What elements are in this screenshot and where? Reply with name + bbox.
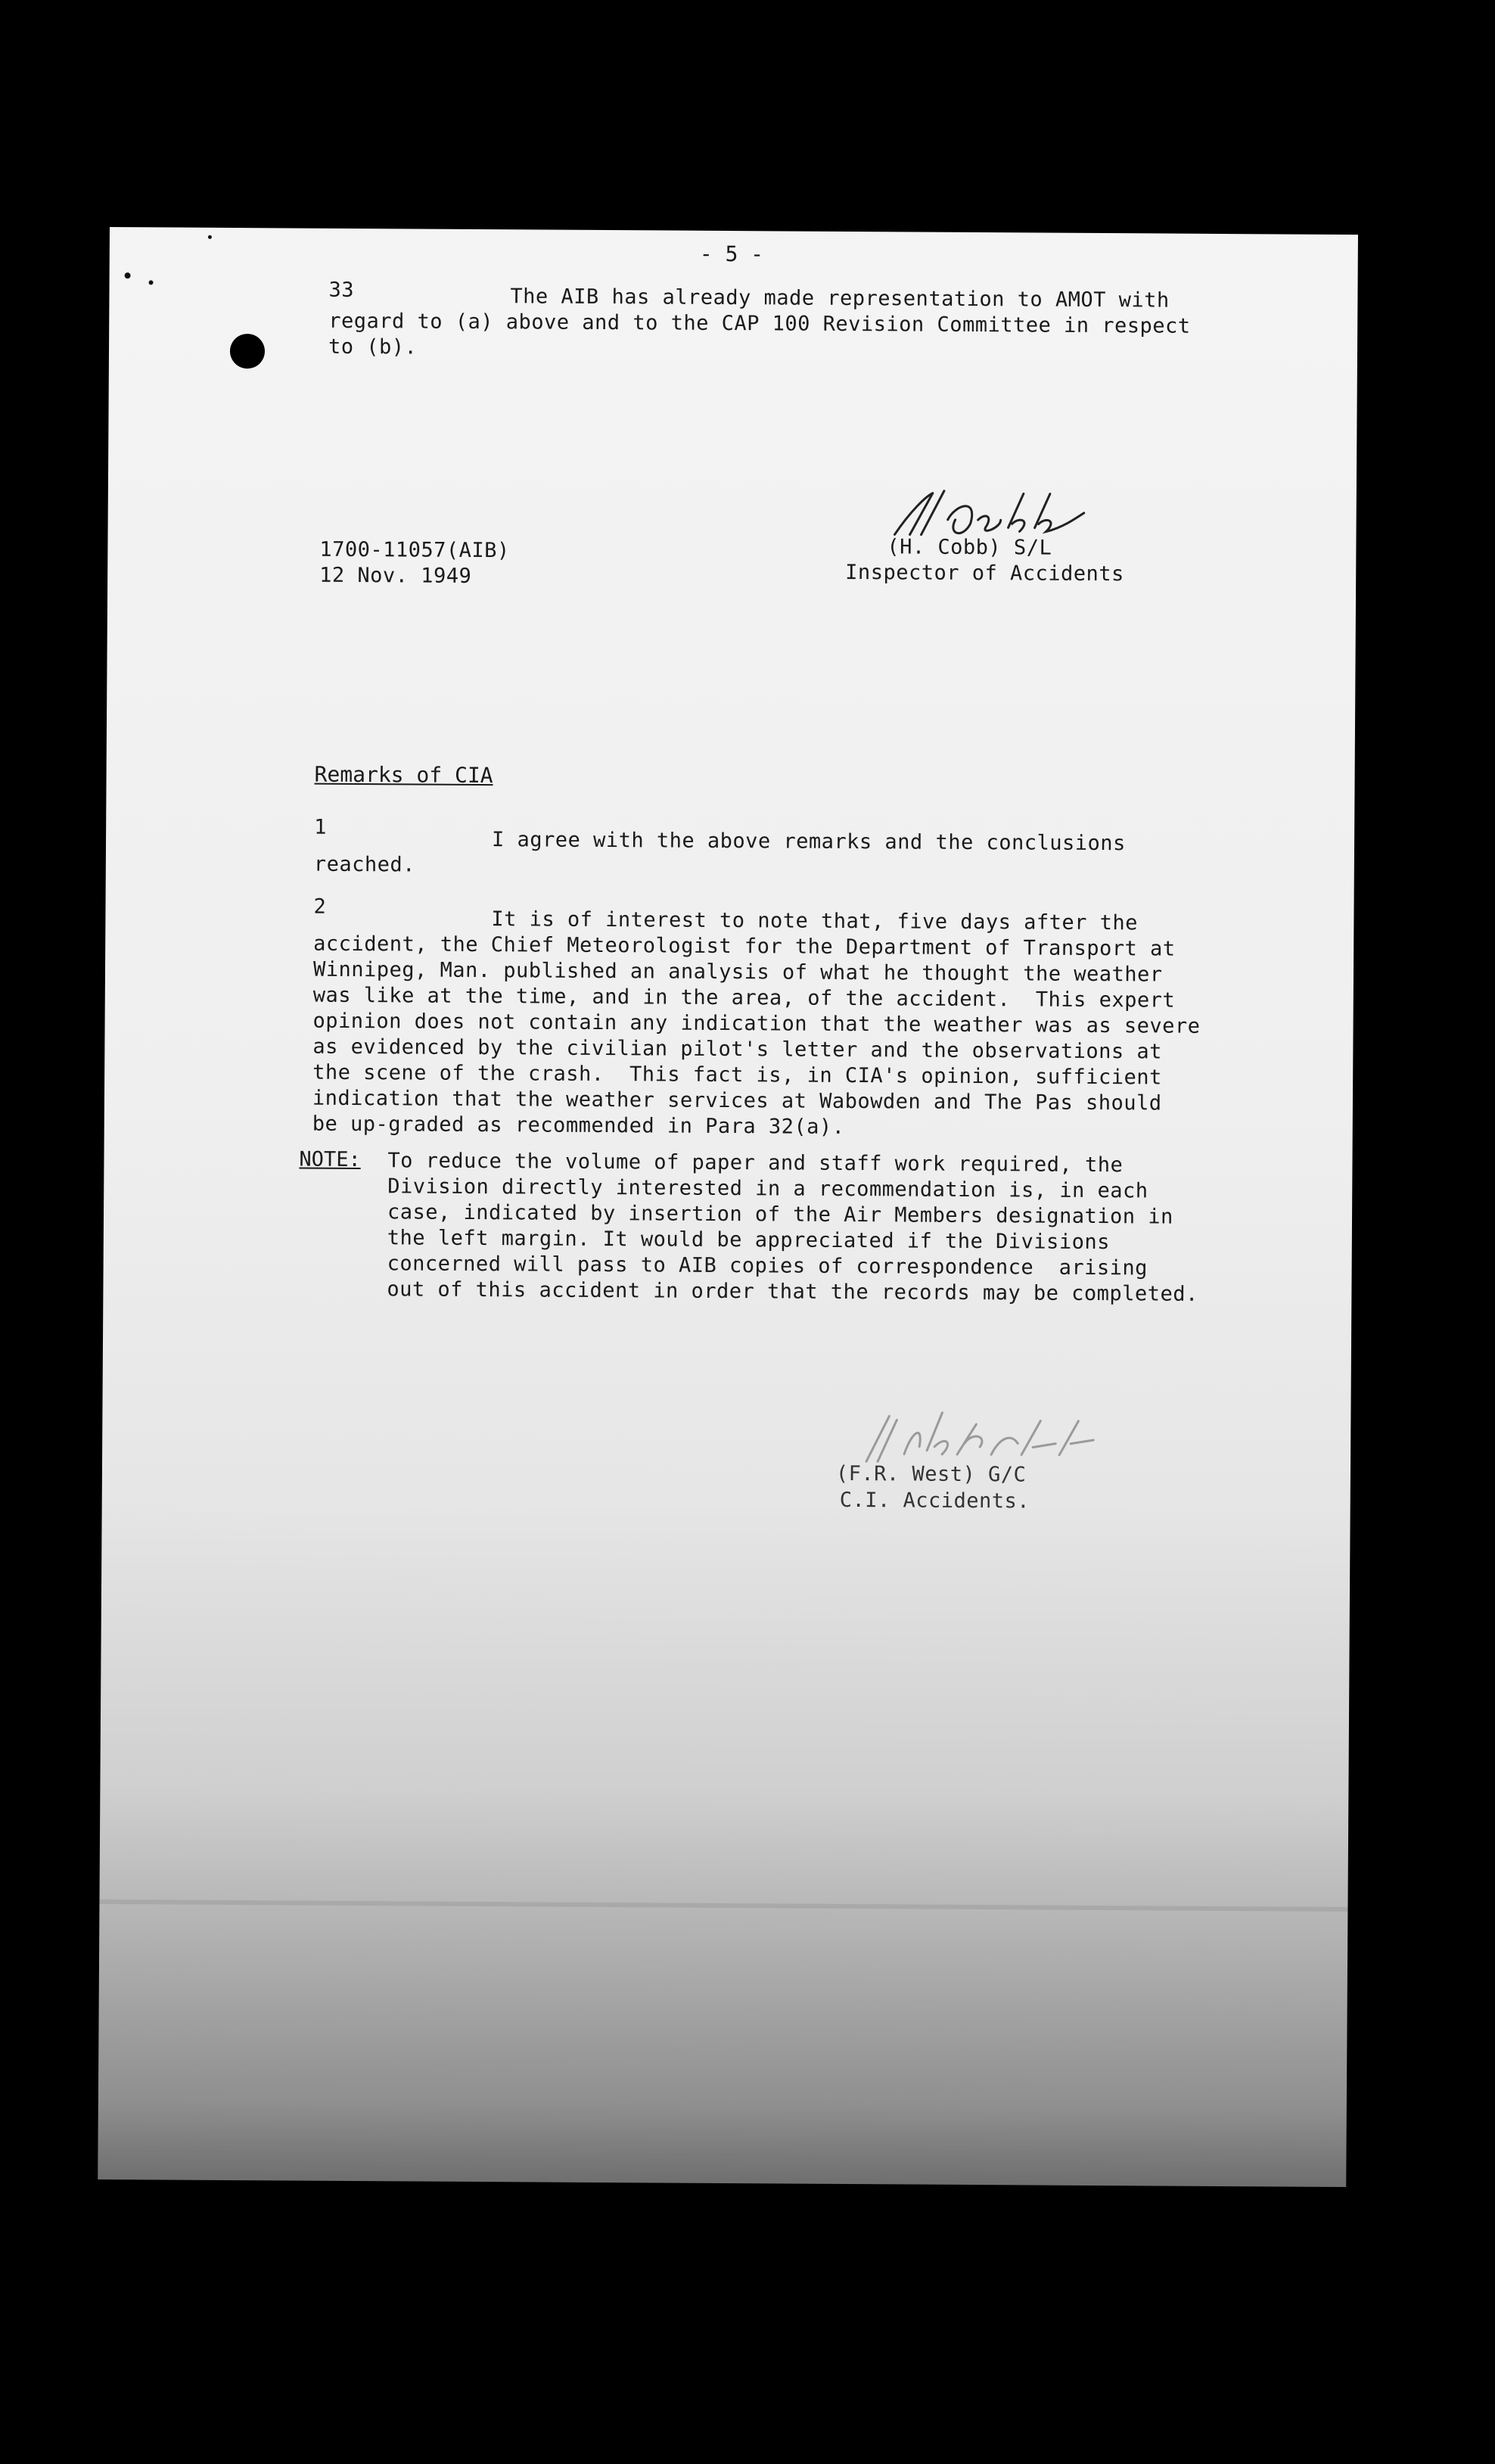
signatory-name: (H. Cobb) S/L: [887, 535, 1052, 560]
remarks-para-2-line: indication that the weather services at Wabowden and The Pas should: [312, 1086, 1162, 1115]
punch-hole: [230, 334, 265, 369]
note-line: concerned will pass to AIB copies of correspondence arising: [387, 1252, 1148, 1280]
note-label: NOTE:: [299, 1147, 361, 1172]
speck-mark: [149, 280, 154, 285]
speck-mark: [208, 235, 212, 239]
para-33-number: 33: [328, 278, 355, 302]
remarks-para-2-line: opinion does not contain any indication that the weather was as severe: [312, 1009, 1201, 1038]
remarks-heading: Remarks of CIA: [314, 761, 493, 789]
para-33-line: The AIB has already made representation to AMOT with: [510, 285, 1170, 313]
remarks-para-2-line: be up-graded as recommended in Para 32(a).: [312, 1112, 845, 1139]
note-line: the left margin. It would be appreciated if the Divisions: [387, 1226, 1110, 1255]
remarks-para-1-number: 1: [314, 815, 328, 839]
para-33-line: to (b).: [328, 334, 418, 359]
speck-mark: [125, 272, 131, 278]
signatory-title: Inspector of Accidents: [845, 560, 1124, 586]
reference-number: 1700-11057(AIB): [319, 537, 510, 563]
note-line: To reduce the volume of paper and staff work required, the: [387, 1149, 1124, 1178]
para-33-line: regard to (a) above and to the CAP 100 Revision Committee in respect: [328, 309, 1191, 338]
remarks-para-1-line: reached.: [313, 852, 415, 877]
remarks-para-1-line: I agree with the above remarks and the conclusions: [491, 828, 1126, 856]
second-signatory-title: C.I. Accidents.: [839, 1488, 1030, 1514]
note-text: [387, 1148, 1341, 1308]
remarks-para-1: [314, 826, 1328, 884]
document-page: [98, 227, 1358, 2187]
note-line: case, indicated by insertion of the Air Members designation in: [387, 1200, 1173, 1229]
second-signatory-name: (F.R. West) G/C: [835, 1461, 1027, 1487]
scan-band: [99, 1899, 1347, 1912]
remarks-para-2-number: 2: [313, 894, 327, 919]
note-line: Division directly interested in a recommendation is, in each: [387, 1174, 1148, 1203]
remarks-para-2-line: the scene of the crash. This fact is, in CIA's opinion, sufficient: [312, 1060, 1162, 1090]
remarks-para-2-line: accident, the Chief Meteorologist for the Department of Transport at: [313, 932, 1176, 961]
document-date: 12 Nov. 1949: [319, 563, 472, 588]
para-33-text: [328, 283, 1343, 366]
note-line: out of this accident in order that the records may be completed.: [387, 1277, 1198, 1306]
remarks-para-2-line: was like at the time, and in the area, of the accident. This expert: [312, 983, 1176, 1013]
remarks-para-2-line: as evidenced by the civilian pilot's letter and the observations at: [312, 1034, 1163, 1064]
remarks-para-2-line: Winnipeg, Man. published an analysis of what he thought the weather: [312, 957, 1163, 987]
page-number: - 5 -: [699, 241, 764, 267]
remarks-para-2-line: It is of interest to note that, five days after the: [491, 907, 1139, 935]
remarks-para-2: [312, 906, 1328, 1143]
